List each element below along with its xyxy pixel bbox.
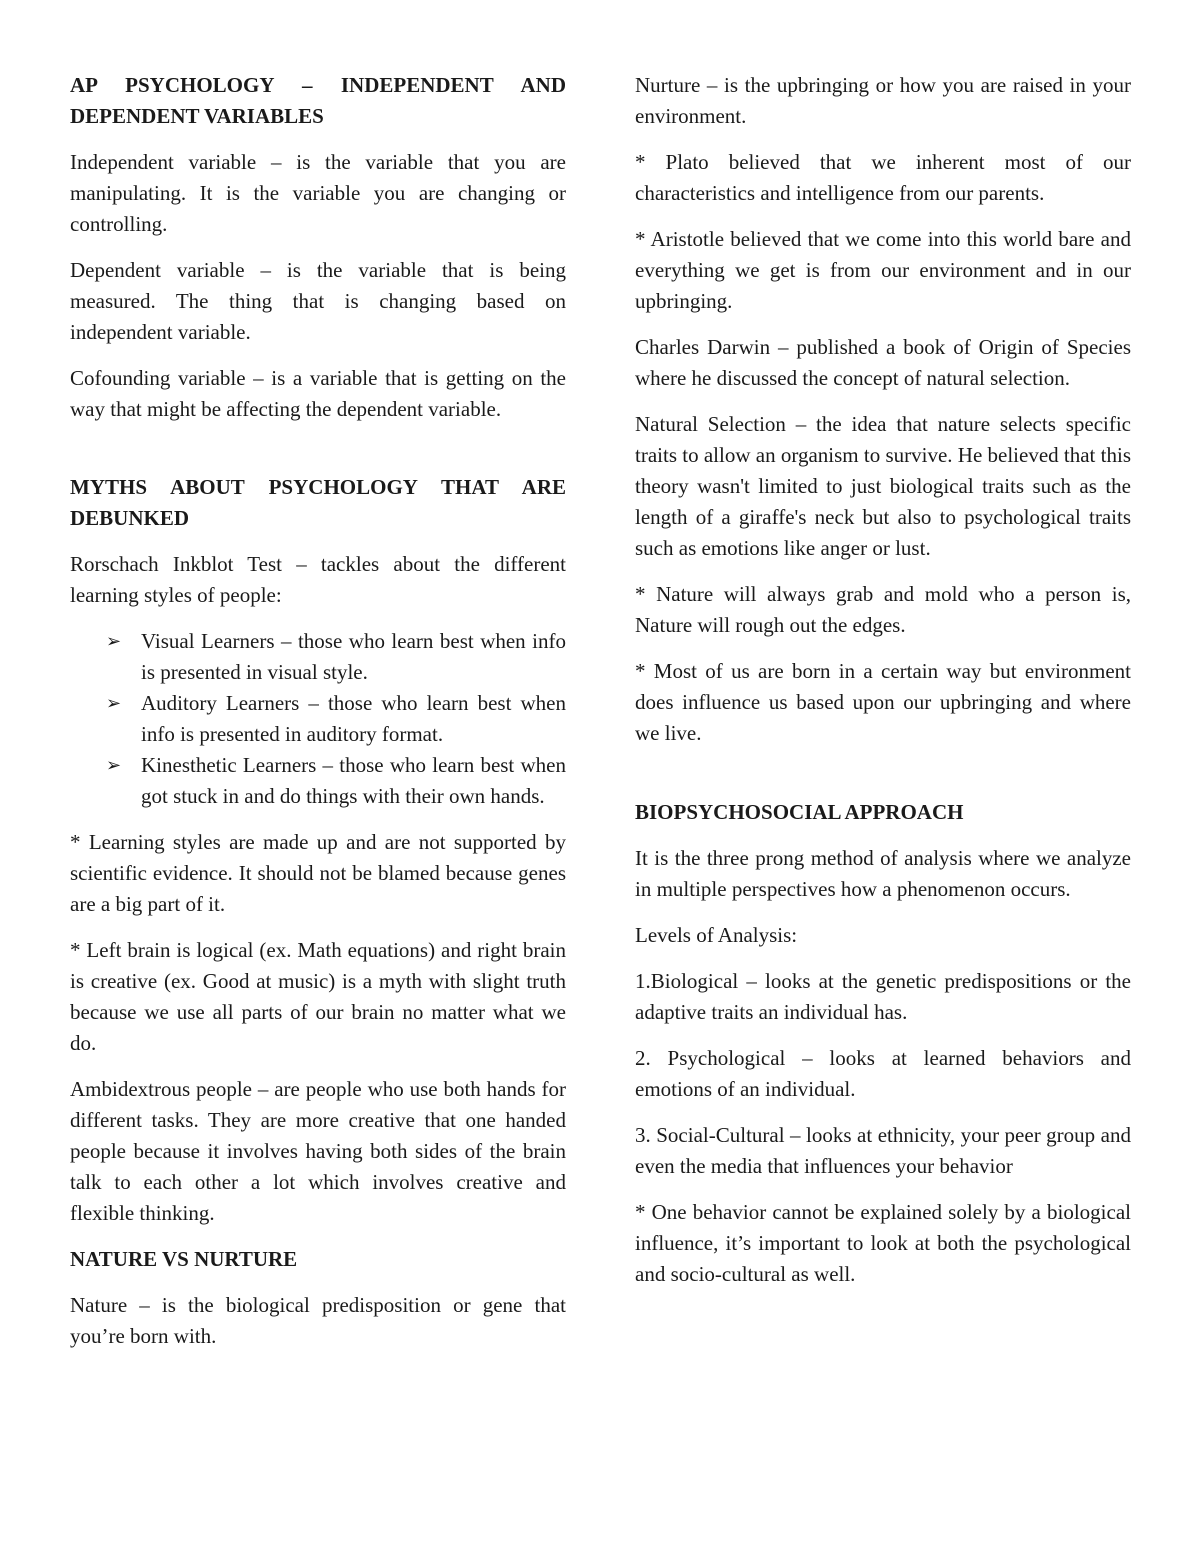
paragraph-independent-variable: Independent variable – is the variable that you are manipulating. It is the variable you are changing or controlling. xyxy=(70,150,566,236)
list-item xyxy=(70,626,566,688)
paragraph-dependent-variable: Dependent variable – is the variable that is being measured. The thing that is changing based on independent variable. xyxy=(70,258,566,344)
paragraph-cofounding-variable: Cofounding variable – is a variable that is getting on the way that might be affecting the dependent variable. xyxy=(70,366,566,421)
learning-styles-list xyxy=(70,626,566,812)
paragraph-darwin: Charles Darwin – published a book of Origin of Species where he discussed the concept of natural selection. xyxy=(635,335,1131,390)
list-item xyxy=(70,688,566,750)
paragraph-nurture: Nurture – is the upbringing or how you are raised in your environment. xyxy=(635,73,1131,128)
paragraph-social-cultural: 3. Social-Cultural – looks at ethnicity, your peer group and even the media that influences your behavior xyxy=(635,1123,1131,1178)
paragraph-biological: 1.Biological – looks at the genetic predispositions or the adaptive traits an individual has. xyxy=(635,969,1131,1024)
arrowhead-bullet-icon: ➢ xyxy=(106,693,122,714)
paragraph-learning-styles-note: * Learning styles are made up and are not supported by scientific evidence. It should not be blamed because genes are a big part of it. xyxy=(70,830,566,916)
paragraph-levels-of-analysis: Levels of Analysis: xyxy=(635,923,798,947)
section-heading-biopsychosocial: BIOPSYCHOSOCIAL APPROACH xyxy=(635,800,964,824)
arrowhead-bullet-icon: ➢ xyxy=(106,631,122,652)
paragraph-natural-selection: Natural Selection – the idea that nature selects specific traits to allow an organism to survive. He believed that this theory wasn't limited to just biological traits such as the length of a giraffe's neck but also to psychological traits such as emotions like anger or lust. xyxy=(635,412,1131,560)
paragraph-one-behavior: * One behavior cannot be explained solely by a biological influence, it’s important to look at both the psychological and socio-cultural as well. xyxy=(635,1200,1131,1286)
paragraph-rorschach: Rorschach Inkblot Test – tackles about the different learning styles of people: xyxy=(70,552,566,607)
right-column xyxy=(635,70,1131,1305)
paragraph-left-right-brain: * Left brain is logical (ex. Math equations) and right brain is creative (ex. Good at music) is a myth with slight truth because we use all parts of our brain no matter what we do. xyxy=(70,938,566,1055)
paragraph-aristotle: * Aristotle believed that we come into this world bare and everything we get is from our environment and in our upbringing. xyxy=(635,227,1131,313)
list-item-text: Auditory Learners – those who learn best when info is presented in auditory format. xyxy=(141,691,566,746)
paragraph-nature: Nature – is the biological predisposition or gene that you’re born with. xyxy=(70,1293,566,1348)
left-column xyxy=(70,70,566,1367)
paragraph-ambidextrous: Ambidextrous people – are people who use both hands for different tasks. They are more creative that one handed people because it involves having both sides of the brain talk to each other a lot which involves creative and flexible thinking. xyxy=(70,1077,566,1225)
paragraph-three-prong: It is the three prong method of analysis where we analyze in multiple perspectives how a phenomenon occurs. xyxy=(635,846,1131,901)
paragraph-nature-mold: * Nature will always grab and mold who a person is, Nature will rough out the edges. xyxy=(635,582,1131,637)
list-item xyxy=(70,750,566,812)
section-heading-nature-nurture: NATURE VS NURTURE xyxy=(70,1247,298,1271)
arrowhead-bullet-icon: ➢ xyxy=(106,755,122,776)
list-item-text: Visual Learners – those who learn best when info is presented in visual style. xyxy=(141,629,566,684)
paragraph-plato: * Plato believed that we inherent most of our characteristics and intelligence from our parents. xyxy=(635,150,1131,205)
paragraph-born-certain-way: * Most of us are born in a certain way but environment does influence us based upon our upbringing and where we live. xyxy=(635,659,1131,745)
section-heading-variables: AP PSYCHOLOGY – INDEPENDENT AND DEPENDENT VARIABLES xyxy=(70,73,566,128)
paragraph-psychological: 2. Psychological – looks at learned behaviors and emotions of an individual. xyxy=(635,1046,1131,1101)
section-heading-myths: MYTHS ABOUT PSYCHOLOGY THAT ARE DEBUNKED xyxy=(70,475,566,530)
list-item-text: Kinesthetic Learners – those who learn best when got stuck in and do things with their own hands. xyxy=(141,753,566,808)
